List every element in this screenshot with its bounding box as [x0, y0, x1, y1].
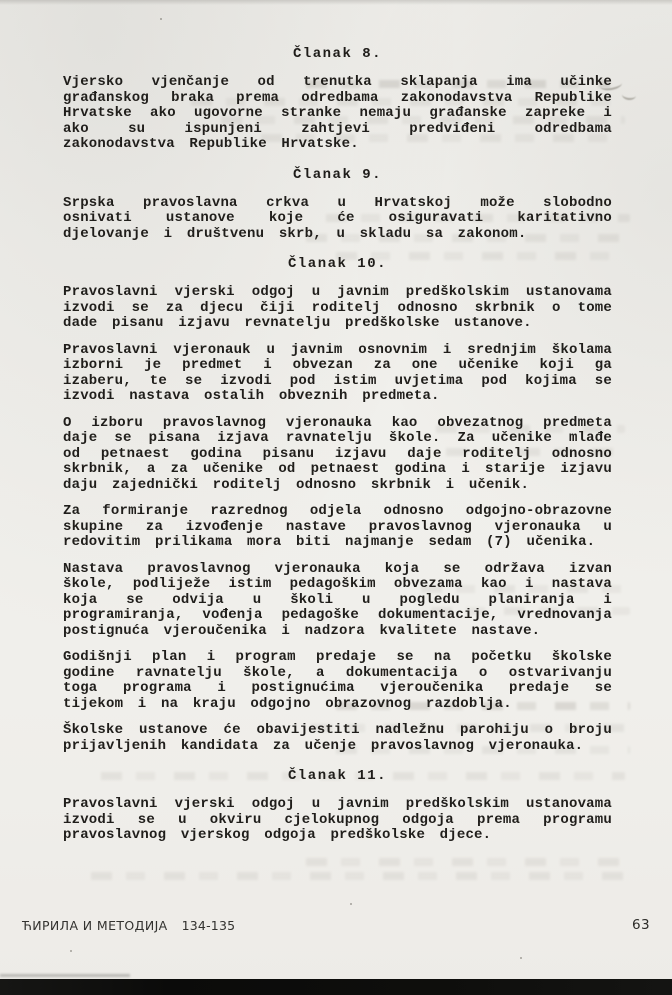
- dust-speck: [520, 957, 522, 959]
- article-9-paragraph: Srpska pravoslavna crkva u Hrvatskoj može slobodno osnivati ustanove koje će osiguravati karitativno djelovanje i društvenu skrb, u skladu sa zakonom.: [63, 194, 612, 242]
- bleedthrough-ghost-line: [300, 858, 630, 866]
- article-8-paragraph: Vjersko vjenčanje od trenutka sklapanja ima učinke građanskog braka prema odredbama zakonodavstva Republike Hrvatske ako ugovorne stranke nemaju građanske zapreke i ako su ispunjeni zahtjevi predviđeni odredbama zakonodavstva Republike Hrvatske.: [63, 74, 612, 152]
- article-11-paragraph: Pravoslavni vjerski odgoj u javnim predškolskim ustanovama izvodi se u okviru cjelokupnog odgoja prema programu pravoslavnog vjerskog odgoja predškolske djece.: [63, 796, 612, 843]
- article-8-heading: Članak 8.: [292, 46, 383, 62]
- footer-journal-line: [22, 918, 235, 933]
- dust-speck: [350, 903, 352, 905]
- article-10-heading: Članak 10.: [287, 256, 387, 272]
- scan-edge-shadow: [0, 974, 130, 977]
- article-10-paragraph: Za formiranje razrednog odjela odnosno odgojno-obrazovne skupine za izvođenje nastave pravoslavnog vjeronauka u redovitim prilikama mora biti najmanje sedam (7) učenika.: [63, 503, 612, 550]
- page-number: 63: [632, 917, 650, 933]
- pen-mark-artifact: [622, 89, 637, 100]
- footer-journal-title: ЋИРИЛА И МЕТОДИЈА: [22, 918, 168, 933]
- scan-edge-bar: [0, 979, 672, 995]
- dust-speck: [160, 18, 162, 20]
- article-10-paragraph: Pravoslavni vjerski odgoj u javnim predškolskim ustanovama izvodi se za djecu čiji roditelj odnosno skrbnik o tome dade pisanu izjavu revnatelju predškolske ustanove.: [63, 284, 612, 331]
- document-body: [63, 46, 612, 855]
- article-11-heading: Članak 11.: [287, 768, 387, 784]
- article-10-paragraph: Nastava pravoslavnog vjeronauka koja se održava izvan škole, podliježe istim pedagoškim obvezama kao i nastava koja se odvija u školi u pogledu planiranja i programiranja, vođenja pedagoške dokumentacije, vrednovanja postignuća vjeroučenika i nadzora kvalitete nastave.: [63, 560, 612, 639]
- article-9-heading: Članak 9.: [292, 166, 383, 183]
- article-10-paragraph: O izboru pravoslavnog vjeronauka kao obvezatnog predmeta daje se pisana izjava ravnatelju škole. Za učenike mlađe od petnaest godina pisanu izjavu daje roditelj odnosno skrbnik, a za učenike od petnaest godina i starije izjavu daju zajednički roditelj odnosno skrbnik i učenik.: [63, 414, 612, 493]
- bleedthrough-ghost-line: [85, 872, 630, 880]
- page-footer: [0, 916, 672, 938]
- article-10-paragraph: Godišnji plan i program predaje se na početku školske godine ravnatelju škole, a dokumentacija o ostvarivanju toga programa i postignućima vjeroučenika predaje se tijekom i na kraju odgojno obrazovnog razdoblja.: [63, 649, 612, 712]
- article-10-paragraph: Školske ustanove će obavijestiti nadležnu parohiju o broju prijavljenih kandidata za učenje pravoslavnog vjeronauka.: [63, 722, 612, 754]
- article-10-paragraph: Pravoslavni vjeronauk u javnim osnovnim i srednjim školama izborni je predmet i obvezan za one učenike koji ga izaberu, te se izvodi pod istim uvjetima pod kojima se izvodi nastava ostalih obveznih predmeta.: [63, 341, 612, 404]
- dust-speck: [70, 950, 72, 952]
- footer-issue-number: 134-135: [181, 918, 236, 933]
